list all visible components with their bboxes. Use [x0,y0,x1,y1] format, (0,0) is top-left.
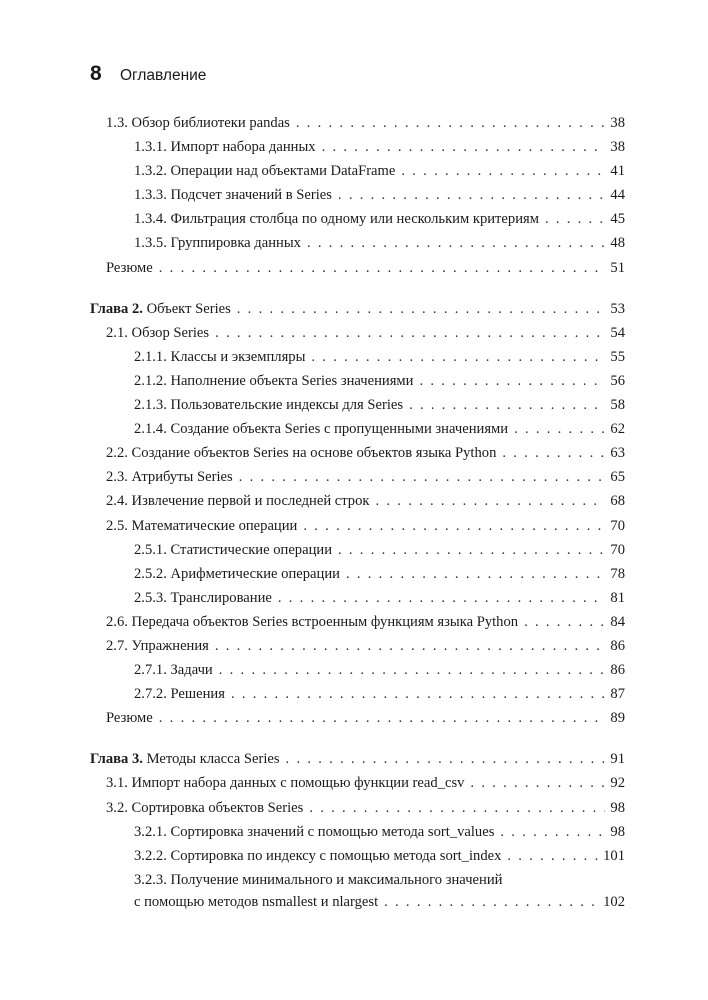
toc-entry-text: 2.1.1. Классы и экземпляры [134,348,306,365]
toc-entry-text: 3.2. Сортировка объектов Series [106,799,304,816]
toc-entry-3-2[interactable] [90,796,625,820]
dot-leader [309,796,605,820]
dot-leader [338,183,605,207]
toc-entry-2-3[interactable] [90,465,625,489]
toc-page-number: 54 [610,324,625,341]
dot-leader [384,892,601,912]
toc-entry-text: 2.5. Математические операции [106,517,298,534]
toc-entry-2-2[interactable] [90,441,625,465]
toc-page-number: 38 [610,115,625,131]
toc-entry-text: 2.6. Передача объектов Series встроенным функциям языка Python [106,613,519,630]
toc-entry-text: 2.5.1. Статистические операции [134,541,333,558]
toc-page-number: 98 [610,799,625,816]
toc-entry-text: 1.3.2. Операции над объектами DataFrame [134,163,396,180]
page-number: 8 [90,62,102,85]
toc-entry-text: 1.3.3. Подсчет значений в Series [134,187,332,204]
toc-entry-text: 2.5.2. Арифметические операции [134,565,340,582]
toc-section-chapter-3 [90,747,625,912]
running-title: Оглавление [120,67,207,84]
toc-entry-text: Резюме [106,710,153,727]
dot-leader [524,610,605,634]
chapter-title: Методы класса Series [146,751,280,768]
dot-leader [470,771,605,795]
dot-leader [231,682,605,706]
toc-entry-2-1-1[interactable] [90,345,625,369]
table-of-contents [90,111,625,929]
dot-leader [296,111,605,135]
toc-entry-2-4[interactable] [90,489,625,513]
dot-leader [159,706,605,730]
dot-leader [338,538,605,562]
toc-entry-2-1-2[interactable] [90,369,625,393]
toc-page-number: 70 [610,517,625,534]
toc-page-number: 84 [610,613,625,630]
toc-entry-text: 1.3.5. Группировка данных [134,235,301,252]
toc-chapter-2-heading[interactable] [90,297,625,321]
toc-entry-text: 2.1. Обзор Series [106,324,210,341]
toc-page-number: 38 [610,139,625,156]
toc-entry-2-5-3[interactable] [90,586,625,610]
toc-entry-2-5-2[interactable] [90,562,625,586]
toc-entry-1-3-5[interactable] [90,231,625,255]
toc-page-number: 70 [610,541,625,558]
toc-entry-summary-2[interactable] [90,706,625,730]
dot-leader [307,231,605,255]
toc-page-number: 58 [610,397,625,414]
dot-leader [545,207,605,231]
toc-entry-3-2-2[interactable] [90,844,625,868]
toc-entry-2-7-2[interactable] [90,682,625,706]
toc-page-number: 91 [610,751,625,768]
toc-page-number: 51 [610,259,625,276]
toc-page-number: 86 [610,637,625,654]
toc-entry-1-3-2[interactable] [90,159,625,183]
toc-entry-2-7[interactable] [90,634,625,658]
toc-page-number: 98 [610,823,625,840]
dot-leader [219,658,605,682]
toc-section-chapter-1 [90,111,625,280]
toc-entry-text: 2.3. Атрибуты Series [106,469,233,486]
toc-page-number: 56 [610,372,625,389]
toc-page-number: 68 [610,493,625,510]
toc-page-number: 78 [610,565,625,582]
chapter-label: Глава 2. [90,300,143,317]
toc-entry-summary-1[interactable] [90,256,625,280]
toc-entry-2-5[interactable] [90,514,625,538]
toc-page-number: 86 [610,662,625,679]
dot-leader [500,820,605,844]
toc-entry-text: 2.7.2. Решения [134,686,225,703]
toc-entry-text: 2.1.3. Пользовательские индексы для Series [134,397,404,414]
toc-entry-text: 2.5.3. Транслирование [134,589,272,606]
toc-entry-3-2-3-line-2[interactable] [90,892,625,912]
chapter-label: Глава 3. [90,751,143,768]
toc-page-number: 102 [603,893,625,910]
dot-leader [502,441,605,465]
toc-page-number: 45 [610,211,625,228]
toc-entry-text: 3.2.1. Сортировка значений с помощью метода sort_values [134,823,495,840]
dot-leader [401,159,605,183]
dot-leader [237,297,605,321]
toc-entry-text: 2.7. Упражнения [106,637,209,654]
dot-leader [376,489,606,513]
toc-entry-text: 3.2.3. Получение минимального и максимального значений [134,871,503,888]
toc-entry-text: 2.1.2. Наполнение объекта Series значениями [134,372,414,389]
toc-page-number: 65 [610,469,625,486]
toc-page-number: 101 [603,847,625,864]
toc-section-chapter-2 [90,297,625,731]
dot-leader [278,586,605,610]
toc-entry-3-2-1[interactable] [90,820,625,844]
toc-entry-2-5-1[interactable] [90,538,625,562]
page-header [90,62,206,86]
toc-entry-text: 1.3. Обзор библиотеки pandas [106,115,290,131]
dot-leader [419,369,605,393]
toc-page-number: 62 [610,421,625,438]
dot-leader [409,393,605,417]
toc-entry-text [90,297,231,321]
toc-entry-text-continued: с помощью методов nsmallest и nlargest [134,893,379,910]
dot-leader [286,747,605,771]
toc-entry-text: 3.1. Импорт набора данных с помощью функции read_csv [106,775,465,792]
toc-entry-3-2-3-line-1[interactable] [90,868,625,892]
dot-leader [239,465,605,489]
chapter-title: Объект Series [146,300,231,317]
dot-leader [507,844,601,868]
dot-leader [514,417,605,441]
toc-entry-1-3[interactable] [90,111,625,135]
toc-page-number: 44 [610,187,625,204]
toc-entry-1-3-1[interactable] [90,135,625,159]
toc-entry-1-3-4[interactable] [90,207,625,231]
dot-leader [215,634,605,658]
dot-leader [322,135,605,159]
toc-entry-text: 2.1.4. Создание объекта Series с пропущенными значениями [134,421,509,438]
toc-entry-2-6[interactable] [90,610,625,634]
dot-leader [303,514,605,538]
toc-page-number: 92 [610,775,625,792]
toc-entry-text: 1.3.4. Фильтрация столбца по одному или нескольким критериям [134,211,539,228]
dot-leader [346,562,605,586]
toc-page-number: 87 [610,686,625,703]
toc-page-number: 89 [610,710,625,727]
dot-leader [215,321,605,345]
toc-entry-text: 2.2. Создание объектов Series на основе объектов языка Python [106,445,497,462]
toc-entry-text: 2.4. Извлечение первой и последней строк [106,493,370,510]
toc-entry-1-3-3[interactable] [90,183,625,207]
dot-leader [311,345,605,369]
toc-entry-3-1[interactable] [90,771,625,795]
toc-page-number: 41 [610,163,625,180]
toc-entry-2-1-4[interactable] [90,417,625,441]
toc-entry-text: Резюме [106,259,153,276]
toc-page-number: 53 [610,300,625,317]
toc-entry-text: 1.3.1. Импорт набора данных [134,139,316,156]
toc-chapter-3-heading[interactable] [90,747,625,771]
toc-entry-text [90,747,280,771]
dot-leader [159,256,605,280]
toc-entry-2-1[interactable] [90,321,625,345]
toc-page-number: 63 [610,445,625,462]
toc-page-number: 81 [610,589,625,606]
toc-entry-2-7-1[interactable] [90,658,625,682]
toc-page-number: 48 [610,235,625,252]
toc-page-number: 55 [610,348,625,365]
toc-entry-text: 3.2.2. Сортировка по индексу с помощью метода sort_index [134,847,502,864]
toc-entry-2-1-3[interactable] [90,393,625,417]
toc-entry-text: 2.7.1. Задачи [134,662,213,679]
